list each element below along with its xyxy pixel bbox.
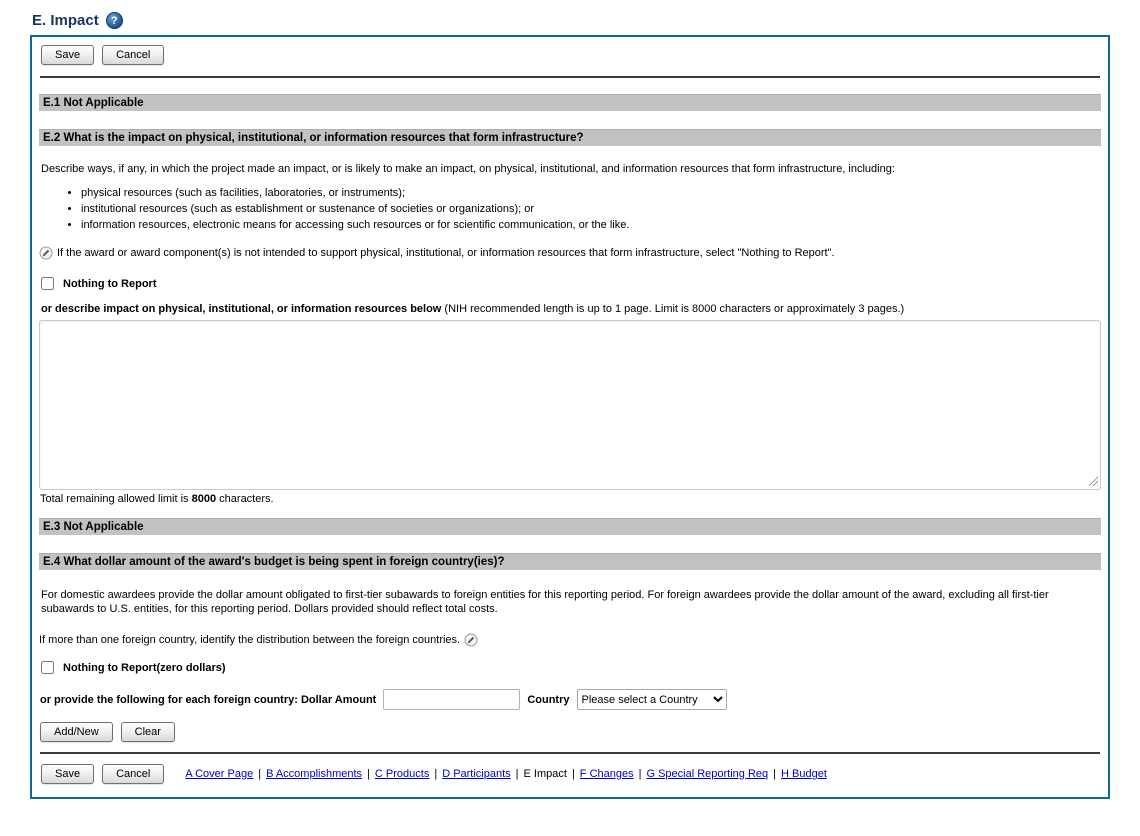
nav-separator: | — [258, 768, 262, 780]
footer-cancel-button[interactable]: Cancel — [102, 764, 164, 784]
save-button[interactable]: Save — [41, 45, 94, 65]
footer-save-button[interactable]: Save — [41, 764, 94, 784]
add-new-button[interactable]: Add/New — [40, 722, 113, 742]
dollar-amount-input[interactable] — [383, 689, 520, 710]
section-header-e2: E.2 What is the impact on physical, institutional, or information resources that form infrastructure? — [39, 129, 1101, 146]
pencil-note-icon — [39, 246, 53, 260]
e2-nothing-to-report-label: Nothing to Report — [63, 277, 157, 290]
country-label: Country — [527, 693, 570, 706]
e4-nothing-to-report-checkbox[interactable] — [41, 661, 54, 674]
nav-link-accomplishments[interactable]: B Accomplishments — [266, 768, 363, 780]
impact-form-panel — [30, 35, 1110, 799]
e4-description: For domestic awardees provide the dollar amount obligated to first-tier subawards to foreign entities for this reporting period. For foreign awardees provide the dollar amount of the award, excluding all first-tier subawards to U.S. entities, for this reporting period. Dollars provided should reflect total costs. — [41, 589, 1049, 615]
e4-row-label: or provide the following for each foreign country: Dollar Amount — [40, 693, 377, 706]
section-header-e4: E.4 What dollar amount of the award's budget is being spent in foreign country(ies)? — [39, 553, 1101, 570]
e2-bullet-list — [67, 186, 1101, 233]
e4-nothing-to-report-row — [41, 661, 1101, 674]
page-header — [32, 12, 1110, 29]
e2-textarea-label-row — [41, 303, 1101, 316]
e2-textarea-label: or describe impact on physical, institutional, or information resources below — [41, 303, 442, 315]
country-select[interactable] — [577, 689, 727, 710]
help-icon[interactable]: ? — [106, 12, 123, 29]
e2-note-text: If the award or award component(s) is not intended to support physical, institutional, or information resources that form infrastructure, select "Nothing to Report". — [57, 247, 835, 259]
nav-separator: | — [515, 768, 519, 780]
form-content — [32, 78, 1108, 742]
nav-link-products[interactable]: C Products — [374, 768, 430, 780]
e2-remaining-row — [40, 493, 1101, 505]
nav-separator: | — [367, 768, 370, 780]
e4-amount-row — [40, 689, 1101, 710]
nav-separator: | — [434, 768, 438, 780]
section-header-e3: E.3 Not Applicable — [39, 518, 1101, 535]
section-header-e1: E.1 Not Applicable — [39, 94, 1101, 111]
e4-nothing-to-report-label: Nothing to Report(zero dollars) — [63, 661, 226, 674]
e4-actions — [40, 722, 1101, 742]
e2-bullet-institutional: • institutional resources (such as establishment or sustenance of societies or organizations); or — [81, 202, 1101, 217]
section-nav — [185, 768, 827, 780]
nav-separator: | — [773, 768, 777, 780]
e2-nothing-to-report-row — [41, 277, 1101, 290]
e2-remaining-count: 8000 — [191, 493, 217, 505]
nav-separator: | — [571, 768, 575, 780]
clear-button[interactable]: Clear — [121, 722, 175, 742]
e2-description: Describe ways, if any, in which the project made an impact, or is likely to make an impact, on physical, institutional, and information resources that form infrastructure, including: — [41, 163, 895, 175]
nav-separator: | — [638, 768, 642, 780]
nav-link-participants[interactable]: D Participants — [442, 768, 511, 780]
e2-remaining-prefix: Total remaining allowed limit is — [40, 493, 192, 505]
e2-note-row — [39, 246, 1101, 260]
e2-bullet-information: • information resources, electronic means for accessing such resources or for scientific communication, or the like. — [81, 218, 1101, 233]
e2-textarea-wrap — [39, 320, 1101, 490]
nav-link-special-reporting-req[interactable]: G Special Reporting Req — [646, 768, 769, 780]
page-title: E. Impact — [32, 12, 99, 29]
footer-toolbar — [32, 754, 1108, 797]
e2-impact-textarea[interactable] — [39, 320, 1101, 490]
e2-textarea-hint: (NIH recommended length is up to 1 page. Limit is 8000 characters or approximately 3 pages.) — [441, 303, 905, 315]
pencil-note-icon — [464, 633, 478, 647]
nav-link-budget[interactable]: H Budget — [781, 768, 827, 780]
top-toolbar — [32, 37, 1108, 71]
e4-note-row — [39, 633, 1101, 647]
e2-bullet-physical: • physical resources (such as facilities, laboratories, or instruments); — [81, 186, 1101, 201]
e2-remaining-suffix: characters. — [216, 493, 274, 505]
nav-current-impact: E Impact — [523, 768, 567, 780]
e2-nothing-to-report-checkbox[interactable] — [41, 277, 54, 290]
e4-note-text: If more than one foreign country, identify the distribution between the foreign countries. — [39, 634, 461, 646]
cancel-button[interactable]: Cancel — [102, 45, 164, 65]
nav-link-changes[interactable]: F Changes — [579, 768, 634, 780]
nav-link-cover-page[interactable]: A Cover Page — [185, 768, 254, 780]
